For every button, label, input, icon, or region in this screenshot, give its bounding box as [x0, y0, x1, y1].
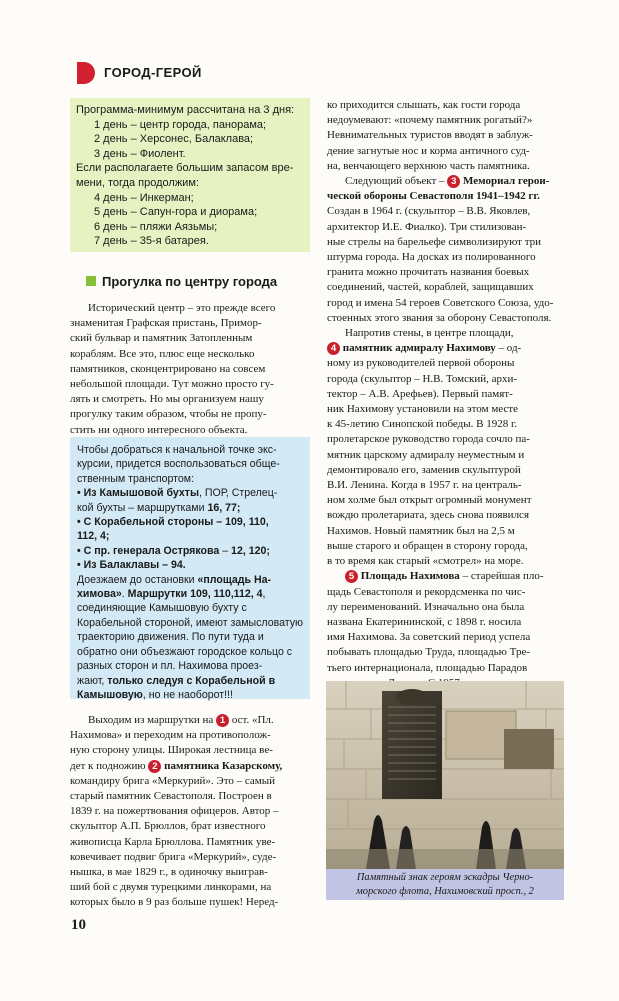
place-name: памятника Казарскому, — [161, 759, 283, 772]
intro-paragraph — [70, 301, 310, 438]
text-line: мятник царскому адмиралу неуместным и — [327, 448, 525, 461]
text-line: недоумевают: «почему памятник рогатый?» — [327, 114, 533, 127]
program-intro: Программа-минимум рассчитана на 3 дня: — [76, 104, 295, 116]
text-line: стить ни одного интересного объекта. — [70, 423, 248, 436]
text-fragment: – старейшая пло- — [459, 570, 544, 583]
text-line: щадь Севастополя и рекордсменка по чис- — [327, 585, 526, 598]
route-numbers: 12, 120; — [231, 544, 270, 557]
section-heading — [86, 273, 277, 291]
text-fragment: Доезжаем до остановки — [77, 573, 198, 586]
bullet-label: • Из Камышовой бухты — [77, 487, 199, 500]
text-line: в то время как старый «смотрел» на море. — [327, 555, 524, 568]
text-fragment: . — [121, 588, 128, 601]
caption-line: Памятный знак героям эскадры Черно- — [356, 872, 534, 883]
text-line: на, венчающего верхнюю часть памятника. — [327, 159, 530, 172]
bullet-label: • С пр. генерала Острякова — [77, 544, 220, 557]
text-line: курсии, придется воспользоваться обще- — [77, 458, 280, 471]
text-line: скульптор А.П. Брюллов, брат известного — [70, 820, 266, 833]
text-line: побывать площадью Труда, площадью Тре- — [327, 646, 531, 659]
memorial-photo — [326, 681, 564, 869]
text-line: старый памятник Севастополя. Построен в — [70, 790, 272, 803]
text-line: небольшой площади. Тут можно просто гу- — [70, 378, 274, 391]
program-day: 7 день – 35-я батарея. — [94, 235, 209, 248]
bullet-label: • С Корабельной стороны – 109, 110, — [77, 516, 269, 529]
text-line: ский бульвар и памятник Затопленным — [70, 332, 253, 345]
text-line: В.И. Ленина. Когда в 1957 г. на централь- — [327, 479, 522, 492]
program-box — [70, 98, 310, 252]
text-line: лять и смотреть. Но мы организуем нашу — [70, 393, 264, 406]
right-column — [327, 98, 565, 706]
text-line: живописца Карла Брюллова. Памятник уве- — [70, 835, 276, 848]
text-line: прогулку таким образом, чтобы не пропу- — [70, 408, 267, 421]
text-line: ную сторону улицы. Широкая лестница ве- — [70, 744, 273, 757]
text-line: архитектор И.Е. Фиалко). Три стилизован- — [327, 220, 527, 233]
text-fragment: , но не наоборот!!! — [142, 688, 233, 701]
text-line: ник Нахимову установили на этом месте — [327, 403, 519, 416]
text-line: знаменитая Графская пристань, Примор- — [70, 317, 262, 330]
marker-2-icon: 2 — [148, 760, 161, 773]
caption-line: морского флота, Нахимовский просп., 2 — [356, 885, 534, 897]
place-name: Мемориал герои- — [460, 175, 550, 188]
text-line: ном холме был открыт огромный монумент — [327, 494, 532, 507]
text-line: имя Нахимова. За советский период успела — [327, 631, 531, 644]
text-line: командиру брига «Меркурий». Это – самый — [70, 774, 275, 787]
text-fragment: ост. «Пл. — [229, 714, 274, 726]
text-line: кораблям. Все это, плюс еще несколько — [70, 347, 255, 360]
text-line: стоенных этого звания за оборону Севастополя. — [327, 311, 552, 324]
text-line: к 45-летию Синопской победы. В 1928 г. — [327, 418, 518, 431]
text-line: ко приходится слышать, как гости города — [327, 99, 521, 111]
text-line: Чтобы добраться к начальной точке экс- — [77, 444, 277, 456]
text-line: лу переименований. Изначально она была — [327, 600, 525, 613]
text-line: города (скульптор – Н.В. Томский, архи- — [327, 372, 518, 385]
text-line: выше старого и обращен в сторону города, — [327, 539, 528, 552]
program-extra: мени, тогда продолжим: — [76, 176, 199, 189]
text-line: тектор – А.В. Арефьев). Первый памят- — [327, 387, 513, 400]
text-line: 1839 г. на пожертвования офицеров. Автор – — [70, 805, 279, 818]
marker-4-icon: 4 — [327, 342, 340, 355]
text-line: тьего интернационала, площадью Парадов — [327, 661, 528, 674]
program-extra: Если располагаете большим запасом вре- — [76, 162, 294, 175]
text-line: пролетарское руководство города сочло па- — [327, 433, 530, 446]
text-line: соединений, частей, кораблей, защищавших — [327, 281, 534, 294]
text-line: ший бой с двумя турецкими линкорами, на — [70, 881, 272, 894]
text-fragment: жают, — [77, 674, 108, 687]
text-fragment: Следующий объект – — [345, 175, 448, 188]
text-line: город и имена 54 героев Советского Союза, удо- — [327, 296, 554, 309]
stop-name: «площадь На- — [197, 573, 272, 586]
text-line: Напротив стены, в центре площади, — [345, 327, 514, 340]
text-line: Невнимательных туристов вводят в заблуж- — [327, 129, 533, 142]
marker-5-icon: 5 — [345, 570, 358, 583]
text-fragment: – — [219, 544, 232, 557]
program-day: 5 день – Сапун-гора и диорама; — [94, 206, 258, 219]
text-fragment: кой бухты – маршрутками — [77, 501, 208, 514]
program-day: 1 день – центр города, панорама; — [94, 118, 267, 131]
section-title: Прогулка по центру города — [102, 274, 278, 289]
route-numbers: Маршрутки 109, 110,112, 4 — [127, 588, 263, 601]
chapter-marker-icon — [77, 62, 95, 84]
place-name: ческой обороны Севастополя 1941–1942 гг. — [327, 190, 540, 203]
text-line: ному из руководителей первой обороны — [327, 357, 515, 370]
program-day: 4 день – Инкерман; — [94, 191, 194, 204]
text-line: ные стрелы на барельефе символизируют три — [327, 235, 542, 248]
text-line: вождю пролетариата, здесь снова появился — [327, 509, 530, 522]
photo-caption — [326, 869, 564, 900]
marker-3-icon: 3 — [447, 175, 460, 188]
text-line: ковечивает подвиг брига «Меркурий», суде- — [70, 850, 277, 863]
text-line: Нахимов. Новый памятник был на 2,5 м — [327, 524, 515, 537]
memorial-photo-illustration — [326, 681, 564, 869]
chapter-title: ГОРОД-ГЕРОЙ — [104, 65, 202, 80]
program-day: 6 день – пляжи Аязьмы; — [94, 220, 218, 233]
bullet-label: • Из Балаклавы – 94. — [77, 559, 186, 572]
route-numbers: 112, 4; — [77, 530, 110, 543]
text-fragment: дет к подножию — [70, 759, 149, 772]
place-name: памятник адмиралу Нахимову — [340, 342, 496, 355]
text-fragment: , ПОР, Стрелец- — [199, 487, 278, 500]
text-line: демонтировало его, заменив скульптурой — [327, 463, 521, 476]
direction-note: только следуя с Корабельной в Камышовую — [77, 674, 276, 701]
text-line: дение загнутые нос и корма античного суд- — [327, 144, 530, 157]
text-line: памятников, сконцентрировано на совсем — [70, 362, 266, 375]
text-line: Создан в 1964 г. (скульптор – В.В. Яковлев, — [327, 205, 531, 218]
text-line: нышка, в мае 1829 г., в одиночку выиграв- — [70, 866, 268, 879]
program-day: 2 день – Херсонес, Балаклава; — [94, 133, 254, 146]
stop-name: химова» — [77, 588, 122, 601]
text-line: названа Екатерининской, с 1898 г. носила — [327, 615, 522, 628]
text-fragment: – од- — [495, 342, 522, 355]
marker-1-icon: 1 — [216, 714, 229, 727]
text-block: соединяющие Камышовую бухту с Корабельной стороной, имеют замысловатую траекторию движения. По пути туда и обратно они объезжают городское кольцо с разных сторон и пл. Нахимова проез- — [77, 602, 304, 673]
text-line: которых было в 9 раз больше пушек! Неред- — [70, 896, 279, 909]
program-day: 3 день – Фиолент. — [94, 147, 186, 160]
text-line: Нахимова» и переходим на противополож- — [70, 729, 271, 742]
text-line: гранита можно прочитать названия боевых — [327, 266, 530, 279]
place-name: Площадь Нахимова — [358, 570, 460, 583]
section-square-icon — [86, 276, 96, 286]
text-line: штурма города. На досках из полированного — [327, 251, 536, 264]
text-fragment: Выходим из маршрутки на — [88, 714, 217, 726]
kazarsky-paragraph — [70, 713, 310, 911]
text-line: Исторический центр – это прежде всего — [88, 302, 276, 314]
text-line: ственным транспортом: — [77, 472, 195, 485]
page-number: 10 — [71, 917, 86, 933]
transport-box: Чтобы добраться к начальной точке экс- курсии, придется воспользоваться обще- ственным транспортом: • Из Камышовой бухты, ПОР, Стрелец- кой бухты – маршрутками 16, 77; • С Корабельной стороны – 109, 110, 112, 4; • С пр. генерала Острякова – 12, 120; • Из Балаклавы – 94. Доезжаем до остановки «площадь На- химова». Маршрутки 109, 110,112, 4, соединяющие Камышовую бухту с Корабельной стороной, имеют замысловатую траекторию движения. По пути туда и обратно они объезжают городское кольцо с разных сторон и пл. Нахимова проез- жают, только следуя с Корабельной в Камышовую, но не наоборот!!! — [70, 437, 310, 699]
route-numbers: 16, 77; — [207, 501, 241, 514]
